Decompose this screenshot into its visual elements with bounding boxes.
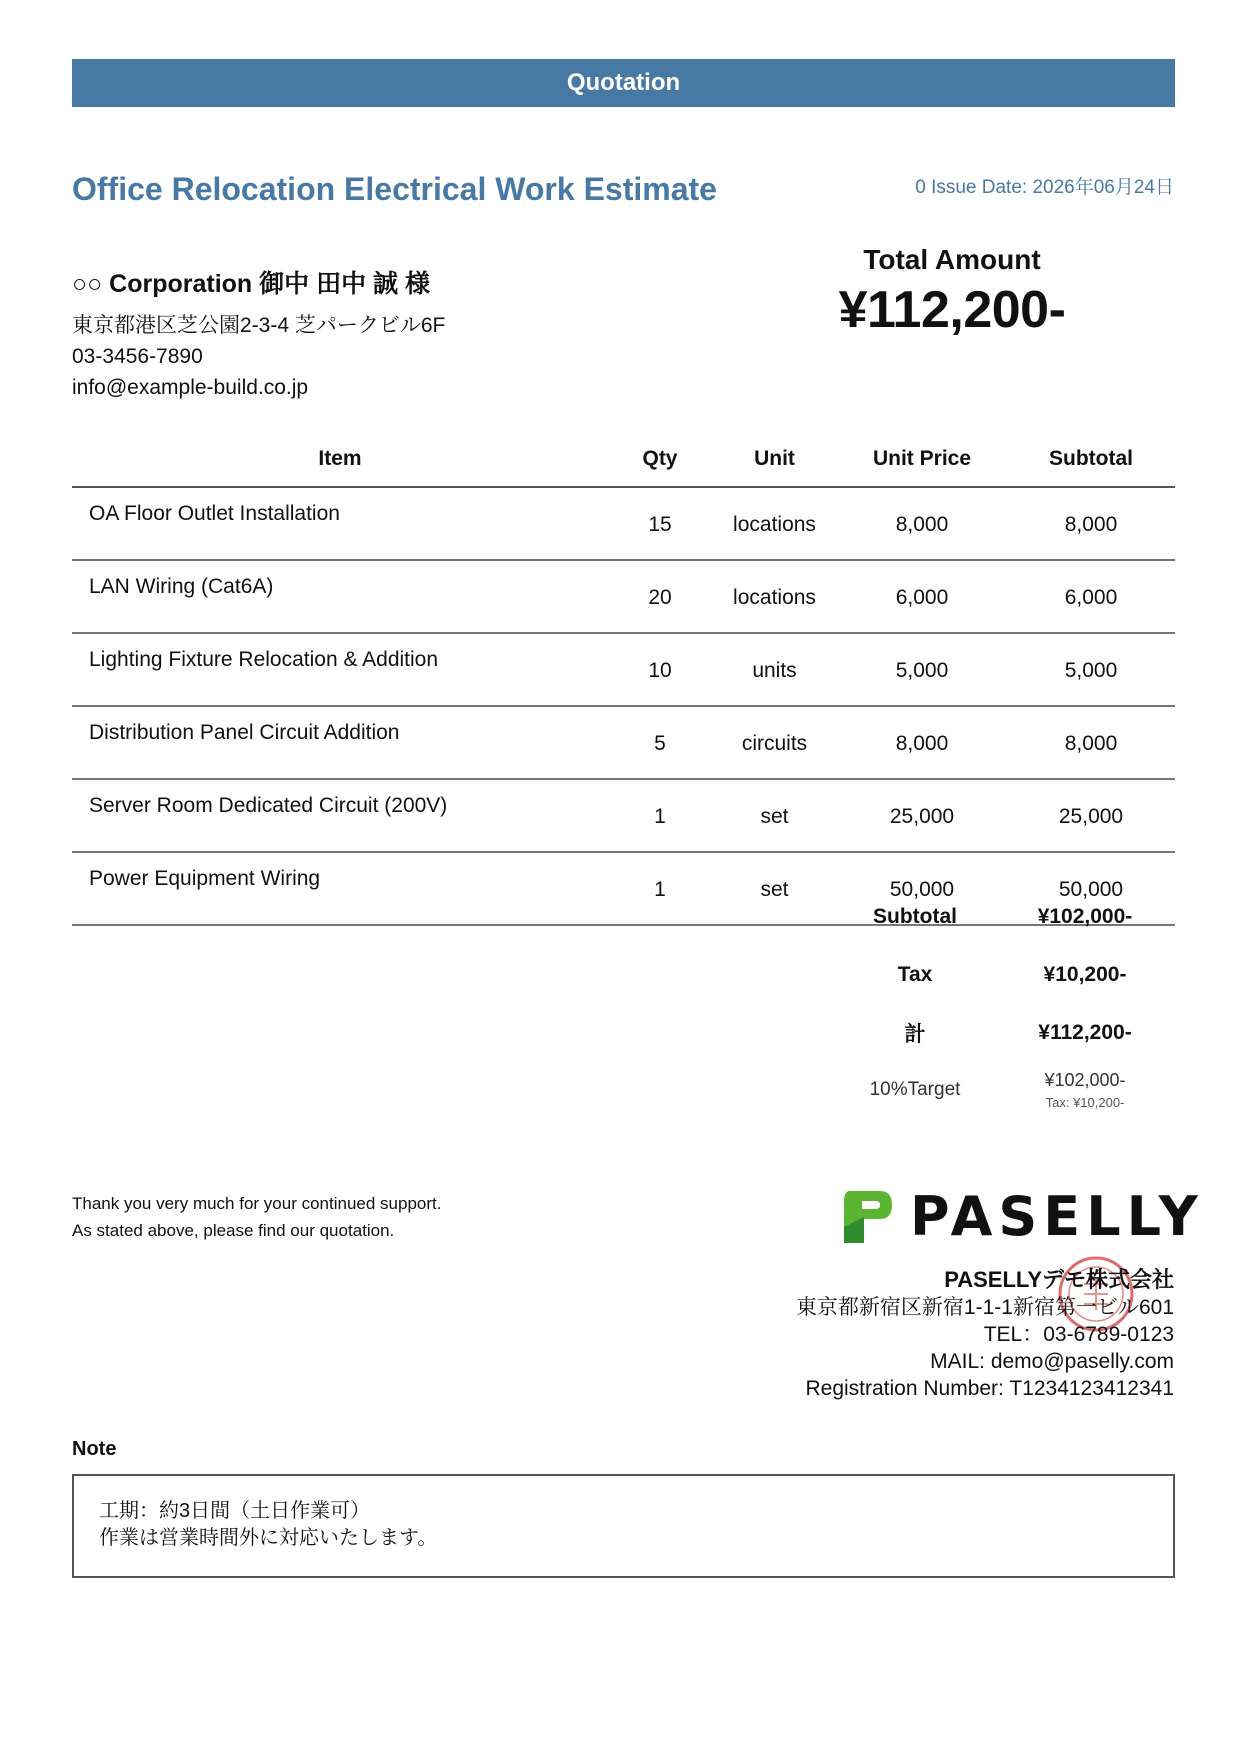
table-header-row bbox=[72, 432, 1175, 487]
row-item: OA Floor Outlet Installation bbox=[72, 487, 608, 560]
header-qty: Qty bbox=[608, 432, 712, 487]
summary-tax-row bbox=[830, 946, 1175, 1004]
company-logo bbox=[840, 1185, 1204, 1248]
quotation-header-bar bbox=[72, 59, 1175, 107]
summary-total-value: ¥112,200- bbox=[1038, 1021, 1132, 1044]
client-name: ○○ Corporation 御中 田中 誠 様 bbox=[72, 270, 430, 298]
row-item: Distribution Panel Circuit Addition bbox=[72, 706, 608, 779]
row-subtotal: 50,000 bbox=[1007, 852, 1175, 925]
row-qty: 5 bbox=[608, 706, 712, 779]
note-box bbox=[72, 1474, 1175, 1578]
row-subtotal: 25,000 bbox=[1007, 779, 1175, 852]
header-title: Quotation bbox=[566, 69, 681, 96]
row-unit-price: 8,000 bbox=[837, 487, 1007, 560]
row-qty: 10 bbox=[608, 633, 712, 706]
row-subtotal: 8,000 bbox=[1007, 487, 1175, 560]
table-row bbox=[72, 487, 1175, 560]
table-row bbox=[72, 560, 1175, 633]
total-amount-label: Total Amount bbox=[863, 244, 1041, 275]
row-item: LAN Wiring (Cat6A) bbox=[72, 560, 608, 633]
thanks-line-1: Thank you very much for your continued support. bbox=[72, 1194, 442, 1213]
table-row bbox=[72, 779, 1175, 852]
client-phone: 03-3456-7890 bbox=[72, 345, 203, 368]
tax-target-base: ¥102,000- bbox=[1044, 1070, 1126, 1090]
client-email: info@example-build.co.jp bbox=[72, 376, 309, 399]
summary-subtotal-label: Subtotal bbox=[873, 905, 957, 928]
thanks-line-2: As stated above, please find our quotation. bbox=[72, 1221, 395, 1240]
header-unit: Unit bbox=[712, 432, 837, 487]
company-info bbox=[796, 1263, 1174, 1402]
row-unit-price: 8,000 bbox=[837, 706, 1007, 779]
row-qty: 1 bbox=[608, 779, 712, 852]
company-name: PASELLYデモ株式会社 bbox=[944, 1267, 1174, 1292]
summary-tax-label: Tax bbox=[897, 963, 933, 986]
row-unit: set bbox=[712, 852, 837, 925]
summary-total-row bbox=[830, 1004, 1175, 1062]
logo-wordmark: PASELLY bbox=[910, 1185, 1204, 1248]
row-subtotal: 5,000 bbox=[1007, 633, 1175, 706]
row-unit-price: 25,000 bbox=[837, 779, 1007, 852]
note-label: Note bbox=[72, 1438, 117, 1460]
client-address: 東京都港区芝公園2-3-4 芝パークビル6F bbox=[72, 314, 446, 337]
row-qty: 15 bbox=[608, 487, 712, 560]
row-item: Power Equipment Wiring bbox=[72, 852, 608, 925]
row-unit: set bbox=[712, 779, 837, 852]
row-subtotal: 8,000 bbox=[1007, 706, 1175, 779]
row-qty: 20 bbox=[608, 560, 712, 633]
summary-tax-value: ¥10,200- bbox=[1043, 963, 1127, 986]
tax-target-tax: Tax: ¥10,200- bbox=[1045, 1095, 1125, 1110]
row-unit: units bbox=[712, 633, 837, 706]
table-row bbox=[72, 633, 1175, 706]
total-amount-box bbox=[792, 244, 1112, 340]
summary-subtotal-value: ¥102,000- bbox=[1037, 905, 1133, 928]
note-text: 工期：約3日間（土日作業可） 作業は営業時間外に対応いたします。 bbox=[99, 1500, 438, 1549]
items-table bbox=[72, 432, 1175, 926]
row-unit: circuits bbox=[712, 706, 837, 779]
row-qty: 1 bbox=[608, 852, 712, 925]
client-block bbox=[72, 264, 445, 403]
row-item: Server Room Dedicated Circuit (200V) bbox=[72, 779, 608, 852]
row-subtotal: 6,000 bbox=[1007, 560, 1175, 633]
row-unit: locations bbox=[712, 487, 837, 560]
company-mail: MAIL: demo@paselly.com bbox=[930, 1350, 1174, 1373]
tax-target-values bbox=[1000, 1070, 1170, 1110]
header-unit-price: Unit Price bbox=[837, 432, 1007, 487]
tax-target-label: 10%Target bbox=[869, 1079, 961, 1100]
document-title: Office Relocation Electrical Work Estimate bbox=[72, 171, 717, 207]
summary-block bbox=[830, 888, 1175, 1110]
row-unit-price: 6,000 bbox=[837, 560, 1007, 633]
row-unit: locations bbox=[712, 560, 837, 633]
tax-target-row bbox=[830, 1070, 1175, 1110]
row-item: Lighting Fixture Relocation & Addition bbox=[72, 633, 608, 706]
table-row bbox=[72, 706, 1175, 779]
summary-total-label: 計 bbox=[904, 1023, 926, 1046]
company-tel: TEL：03-6789-0123 bbox=[983, 1323, 1174, 1346]
header-subtotal: Subtotal bbox=[1007, 432, 1175, 487]
summary-subtotal-row bbox=[830, 888, 1175, 946]
row-unit-price: 5,000 bbox=[837, 633, 1007, 706]
header-item: Item bbox=[72, 432, 608, 487]
thanks-message bbox=[72, 1190, 441, 1244]
row-unit-price: 50,000 bbox=[837, 852, 1007, 925]
company-registration: Registration Number: T1234123412341 bbox=[805, 1377, 1174, 1400]
issue-date: 0 Issue Date: 2026年06月24日 bbox=[915, 177, 1174, 198]
logo-mark-icon bbox=[840, 1187, 896, 1247]
company-address: 東京都新宿区新宿1-1-1新宿第一ビル601 bbox=[795, 1296, 1174, 1319]
total-amount-value: ¥112,200- bbox=[838, 281, 1066, 339]
